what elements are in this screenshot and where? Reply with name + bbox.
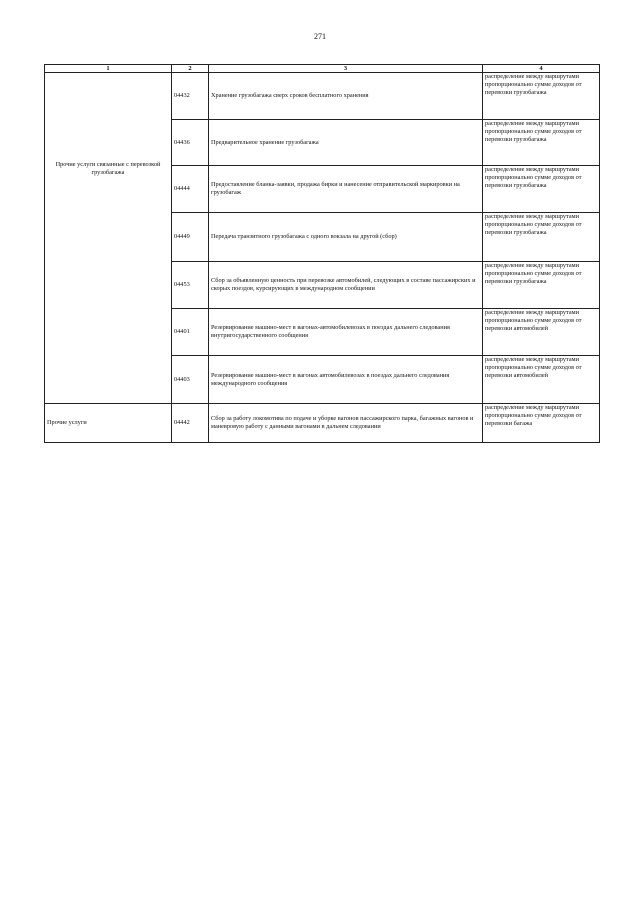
code-cell: 04444 — [172, 166, 209, 213]
distribution-cell: распределение между маршрутами пропорционально сумме доходов от перевозки багажа — [483, 404, 600, 443]
description-cell: Передача транзитного грузобагажа с одного вокзала на другой (сбор) — [209, 213, 483, 262]
description-cell: Резервирование машино-мест в вагонах автомобилевозах в поездах дальнего следования международного сообщения — [209, 356, 483, 404]
header-col-3: 3 — [209, 65, 483, 73]
code-cell: 04401 — [172, 309, 209, 356]
distribution-cell: распределение между маршрутами пропорционально сумме доходов от перевозки грузобагажа — [483, 166, 600, 213]
code-cell: 04453 — [172, 262, 209, 309]
code-cell: 04442 — [172, 404, 209, 443]
description-cell: Резервирование машино-мест в вагонах-автомобилевозах в поездах дальнего следования внутригосударственного сообщения — [209, 309, 483, 356]
distribution-cell: распределение между маршрутами пропорционально сумме доходов от перевозки грузобагажа — [483, 120, 600, 166]
description-cell: Предоставление бланка-заявки, продажа бирки и нанесение отправительской маркировки на грузобагаж — [209, 166, 483, 213]
code-cell: 04436 — [172, 120, 209, 166]
description-cell: Сбор за работу локомотива по подаче и уборке вагонов пассажирского парка, багажных вагонов и маневровую работу с данными вагонами в дальнем следовании — [209, 404, 483, 443]
header-row — [45, 65, 600, 73]
category-cell: Прочие услуги связанные с перевозкой грузобагажа — [45, 73, 172, 404]
distribution-cell: распределение между маршрутами пропорционально сумме доходов от перевозки грузобагажа — [483, 213, 600, 262]
category-cell: Прочие услуги — [45, 404, 172, 443]
tariff-table — [44, 64, 600, 443]
table-row — [45, 404, 600, 443]
header-col-4: 4 — [483, 65, 600, 73]
header-col-1: 1 — [45, 65, 172, 73]
description-cell: Сбор за объявленную ценность при перевозке автомобилей, следующих в составе пассажирских и скорых поездов, курсирующих в международном сообщении — [209, 262, 483, 309]
table-row — [45, 73, 600, 120]
distribution-cell: распределение между маршрутами пропорционально сумме доходов от перевозки автомобилей — [483, 356, 600, 404]
distribution-cell: распределение между маршрутами пропорционально сумме доходов от перевозки грузобагажа — [483, 73, 600, 120]
page-number: 271 — [314, 32, 326, 41]
code-cell: 04449 — [172, 213, 209, 262]
code-cell: 04403 — [172, 356, 209, 404]
distribution-cell: распределение между маршрутами пропорционально сумме доходов от перевозки грузобагажа — [483, 262, 600, 309]
code-cell: 04432 — [172, 73, 209, 120]
description-cell: Хранение грузобагажа сверх сроков бесплатного хранения — [209, 73, 483, 120]
header-col-2: 2 — [172, 65, 209, 73]
distribution-cell: распределение между маршрутами пропорционально сумме доходов от перевозки автомобилей — [483, 309, 600, 356]
description-cell: Предварительное хранение грузобагажа — [209, 120, 483, 166]
